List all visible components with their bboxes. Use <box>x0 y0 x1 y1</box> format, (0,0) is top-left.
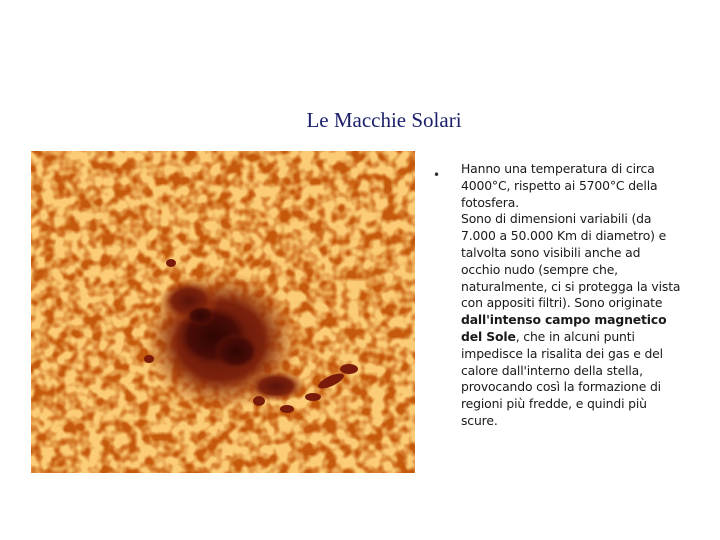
magnetic-field-emphasis: dall'intenso campo magnetico del Sole <box>461 312 667 344</box>
paragraph-temperature: Hanno una temperatura di circa 4000°C, rispetto ai 5700°C della fotosfera. <box>461 161 658 210</box>
bullet-marker: • <box>433 168 441 182</box>
sunspot-photo <box>31 151 415 473</box>
slide-body-text <box>461 161 683 430</box>
dimensions-text-end: , che in alcuni punti impedisce la risalita dei gas e del calore dall'interno della stella, provocando così la formazione di regioni più fredde, e quindi più scure. <box>461 328 663 428</box>
dimensions-text: Sono di dimensioni variabili (da 7.000 a 50.000 Km di diametro) e talvolta sono visibili anche ad occhio nudo (sempre che, naturalmente, ci si protegga la vista con appositi filtri). Sono originate <box>461 211 681 311</box>
sunspot-image <box>31 151 415 473</box>
paragraph-dimensions <box>461 211 683 429</box>
slide-title: Le Macchie Solari <box>306 108 462 132</box>
